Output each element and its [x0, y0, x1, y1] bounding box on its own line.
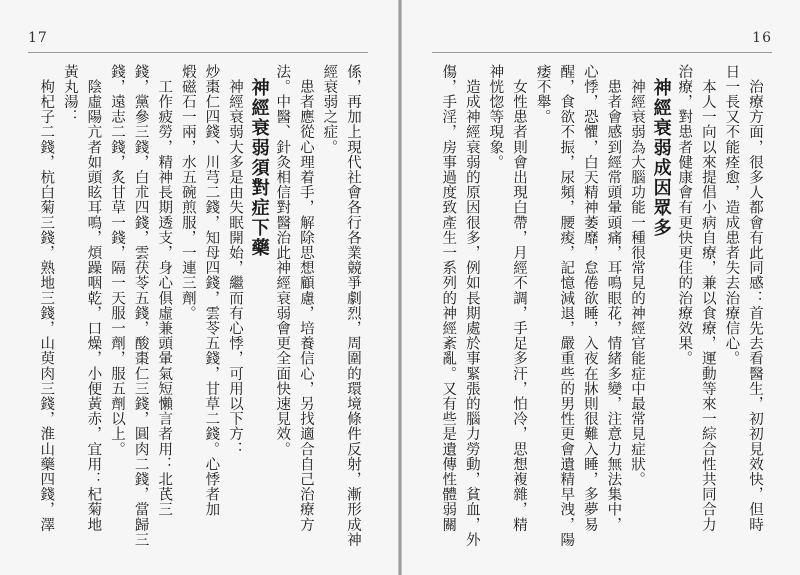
- right-page-text-column: 造成神經衰弱的原因很多，例如長期處於事緊張的腦力勞動，貧血，外: [463, 64, 480, 548]
- page-number-right: 16: [752, 30, 772, 46]
- left-page-text-column: 患者應從心理着手，解除思想顧慮，培養信心，另找適合自己治療方: [297, 64, 314, 533]
- right-page-heading: 神經衰弱成因眾多: [650, 78, 672, 238]
- left-page-text-column: 煅磁石一兩，水五碗煎服，一連三劑。: [179, 64, 196, 321]
- left-page-text-column: 係，再加上現代社會各行各業競爭劇烈，周圍的環境條件反射，漸形成神: [345, 64, 361, 548]
- header-rule-right: [432, 52, 772, 53]
- left-page-text-column: 錢，黨參三錢，白朮四錢，雲茯苓五錢，酸棗仁三錢，圓肉二錢，當歸三: [132, 64, 149, 548]
- page-number-left: 17: [28, 30, 48, 46]
- left-page-text-column: 黃丸湯：: [61, 64, 78, 125]
- left-page: [0, 0, 398, 575]
- left-page-text-column: 法。中醫、針灸相信對醫治此神經衰弱會更全面快速見效。: [274, 64, 291, 457]
- left-page-text-column: 枸杞子二錢，杭白菊三錢，熟地三錢，山萸肉三錢，淮山藥四錢，澤: [38, 64, 55, 533]
- left-page-text-column: 錢，遠志二錢，炙甘草一錢，隔一天服一劑，服五劑以上。: [109, 64, 125, 457]
- right-page-text-column: 治療，對患者健康會有更快更佳的治療效果。: [676, 64, 693, 366]
- left-page-text-column: 陰虛陽亢者如頭眩耳鳴，煩躁咽乾，口燥，小便黃赤，宜用：杞菊地: [85, 64, 102, 533]
- left-page-text-column: 炒棗仁四錢、川芎二錢，知母四錢，雲苓五錢，甘草二錢。心悸者加: [203, 64, 220, 517]
- right-page-text-column: 患者會感到經常頭暈頭痛，耳鳴眼花，情緒多變，注意力無法集中，: [605, 64, 622, 533]
- header-rule-left: [28, 52, 368, 53]
- right-page-text-column: 神經衰弱為大腦功能一種很常見的神經官能症中最常見症狀。: [629, 64, 645, 487]
- right-page-text-column: 神恍惚等現象。: [487, 64, 504, 170]
- left-page-text-column: 工作疲勞，精神長期透支，身心俱虛兼頭暈氣短懶言者用：北芪三: [156, 64, 173, 517]
- right-page: [402, 0, 800, 575]
- right-page-text-column: 治療方面，很多人都會有此同感：首先去看醫生，初初見效快，但時: [747, 64, 763, 533]
- right-page-text-column: 痿不舉。: [534, 64, 551, 125]
- right-page-text-column: 傷，手淫，房事過度致產生一系列的神經紊亂。又有些是遺傳性體弱關: [440, 64, 457, 533]
- right-page-text-column: 本人一向以來提倡小病自療，兼以食療，運動等來一綜合性共同合力: [699, 64, 716, 533]
- right-page-text-column: 醒，食欲不振，尿頻，腰痠，記憶減退，嚴重些的男性更會遺精早洩，陽: [558, 64, 575, 548]
- left-page-heading: 神經衰弱須對症下藥: [248, 78, 270, 258]
- right-page-text-column: 女性患者則會出現白帶，月經不調，手足多汗，怕冷，思想複雜，精: [511, 64, 527, 533]
- right-page-text-column: 心悸，恐懼，白天精神萎靡，怠倦欲睡，入夜在牀則很難入睡，多夢易: [581, 64, 598, 533]
- right-page-text-column: 日一長又不能痊愈，造成患者失去治療信心。: [723, 64, 740, 366]
- left-page-text-column: 神經衰弱大多是由失眠開始，繼而有心悸，可用以下方：: [227, 64, 243, 457]
- left-page-text-column: 經衰弱之症。: [321, 64, 338, 155]
